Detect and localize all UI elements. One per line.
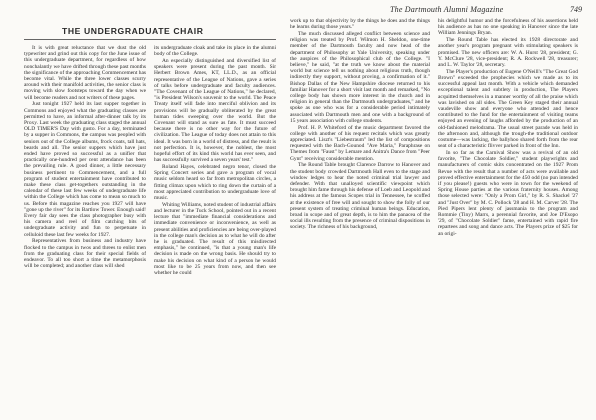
column-2 [154, 45, 276, 415]
paragraph: The Round Table brought Clarence Darrow to Hanover and the student body crowded Dartmouth Hall even to the stage and window ledges to hear the noted criminal trial lawyer and defender. With that unalloyed scientific viewpoint which brought him fame through his defense of Loeb and Leopold and his address at the famous Scopes trial in Tennessee, he scoffed at the existence of free will and sought to show the folly of our present system of treating criminal human beings. Education, broad in scope and of great depth, is to him the panacea of the social ills resulting from the presence of criminal dispositions in society. The richness of his background, [290, 162, 430, 231]
paragraph: An especially distinguished and diversified list of speakers were present during the past month. Sir Herbert Brown Ames, KT, LL.D., as an official representative of the League of Nations, gave a series of talks before undergraduate and faculty audiences. "The Covenant of the League of Nations," he declared, "is President Wilson's souvenir to the world. The Peace Treaty itself will fade into merciful oblivion and its provisions will be gradually obliterated by the great human tides sweeping over the world. But the Covenant will stand as sure as fate. It must succeed because there is no other way for the future of civilization. The League of today does not attain to this ideal. It was born in a world of distress, and the result is not perfection. It is, however, the noblest, the most hopeful effort of its kind this world has ever seen, and has successfully survived a seven years' test." [154, 58, 276, 164]
column-1 [24, 45, 146, 415]
column-3 [290, 18, 430, 415]
paragraph: In so far as the Carnival Show was a revival of an old favorite, "The Chocolate Soldier," student playwrights and manufacturers of comic skits concentrated on the 1927 Prom Revue with the result that a number of acts were available and proved effective entertainment for the 450 odd (no pun intended if you please!) guests who were in town for the weekend of Spring House parties at the various fraternity houses. Among those selected were: "Only a Prom Girl," by R. S. Shackel '27 and "Just Over" by M. C. Pollock '28 and H. M. Carver '28. The Pied Pipers lent plenty of jassmania to the program and Rommie (Tiny) Marrs, a perennial favorite, and Joe D'Esopo '29, of "Chocolate Soldier" fame, entertained with rapid fire repartees and song and dance acts. The Players prize of $25 for an origi- [438, 150, 578, 237]
paragraph: Representatives from business and industry have flocked to the campus in twos and threes to enlist men from the graduating class for their special fields of endeavor. To all too short a time the metamorphosis will be completed; and another class will shed [24, 238, 146, 270]
paragraph: The Player's production of Eugene O'Neill's "The Great God Brown" exceeded the prophecies which we made as to its successful appeal last month. With a vehicle which demanded exceptional talent and subtlety in production, The Players acquitted themselves in a manner worthy of all the praise which was lavished on all sides. The Green Key staged their annual vaudeville show and everyone who attended and hence contributed to the fund for the entertainment of visiting teams enjoyed an evening of laughs afforded by the production of an old-fashioned melodrama. The usual street parade was held in the afternoon and, although the trough-the traditional outdoor costume—was lacking, the ballyhoo shared forth from the rear seat of a characteristic flivver parked in front of the Inn. [438, 68, 578, 150]
running-head [0, 5, 596, 15]
column-4 [438, 18, 578, 415]
paragraph: The much discussed alleged conflict between science and religion was treated by Prof. Wilmon H. Sheldon, one-time member of the Dartmouth faculty and now head of the department of Philosophy at Yale University, speaking under the auspices of the Philosophical club of the College. "I believe," he said, "at the truth we know about the material world but science tell us nothing about religious truth, though indirectly they support, without proving, a confirmation of it." Bishop Dallas of the New Hampshire diocese returned to his familiar Hanover for a short visit last month and remarked, "No college body has shown more interest in the church and in religion in general than the Dartmouth undergraduates," and he spoke as one who was for a considerable period intimately associated with Dartmouth men and one with a background of 15 years association with college students. [290, 31, 430, 124]
paragraph: It is with great reluctance that we dust the old typewriter and grind out this copy for the June issue of this undergraduate department, for regardless of how nonchalantly we have drifted through these past months the significance of the approaching Commencement has become vital. While the three lower classes scurry around with their manifold activities, the senior class is moving with slow footsteps toward the day when we will become readers and not writers of these pages. [24, 45, 146, 101]
paragraph: his delightful humor and the forcefulness of his assertions held his audience as has no one speaking in Hanover since the late William Jennings Bryan. [438, 18, 578, 37]
paragraph: Just tonight 1927 held its last supper together in Commons and enjoyed what the graduating classes are permitted to have, an informal after-dinner talk by its Proxy. Last week the graduating class staged the annual OLD TIMER'S Day with gusto. For a day, terminated by a supper in Commons, the campus was peopled with seniors out of the College albums, frock coats, tall hats, beards and all. The senior suppers which have just ended have proved so successful as a unifier that practically one-hundred per cent attendance has been the prevailing rule. A good dinner, a little necessary business pertinent to Commencement, and a full program of student entertainment have contributed to make these class get-togethers outstanding in the calendar of these last few weeks of undergraduate life within the College which has come to mean so much to us. Before this magazine reaches you 1927 will have "gone up the river" for its Bartlow Tower. Enough said! Every fair day sees the class photographer busy with his camera and reel of film catching bits of undergraduate activity and fun to perpetuate in celluloid these last few weeks for 1927. [24, 101, 146, 238]
paragraph: Whiting Williams, noted student of industrial affairs and lecturer in the Tuck School, pointed out in a recent lecture that "immediate financial considerations and immediate convenience or inconvenience, as well as present abilities and proficiencies are being over-played in the college man's decision as to what he will do after he is graduated. The result of this misdirected emphasis," he continued, "is that a young man's life decision is made on the wrong basis. He should try to make his decision on what kind of a person he would most like to be 25 years from now, and then see whether he could [154, 201, 276, 277]
paragraph: Prof. H. P. Whiteford of the music department favored the college with another of his request recitals which was greatly appreciated. Liszt's "Liebestraum" led the list of compositions requested with the Bach-Gounod "Ave Maria," Paraphrase on Themes from "Faust" by Lemare and Anitra's Dance from "Peer Gynt" receiving considerable mention. [290, 124, 430, 162]
section-title: THE UNDERGRADUATE CHAIR [62, 26, 204, 36]
paragraph: Roland Hayes, celebrated negro tenor, closed the Spring Concert series and gave a program of vocal music seldom heard so far from metropolitan circles, a fitting climax upon which to ring down the curtain of a most appreciated contribution to undergraduate love of music. [154, 164, 276, 202]
paragraph: work up to that objectivity by the things he does and the things he learns during those years." [290, 18, 430, 31]
title-rule [24, 39, 276, 40]
paragraph: The Round Table has elected its 1928 directorate and another year's program pregnant with stimulating speakers is promised. The new officers are: W. A. Hurst '28, president; G. Y. McClure '28, vice-president; R. A. Rockwell '28, treasurer; and L. W. Taylor '28, secretary. [438, 37, 578, 69]
page-number: 749 [570, 5, 582, 14]
paragraph: its undergraduate cloak and take its place in the alumni body of the College. [154, 45, 276, 58]
magazine-name: The Dartmouth Alumni Magazine [390, 5, 504, 14]
